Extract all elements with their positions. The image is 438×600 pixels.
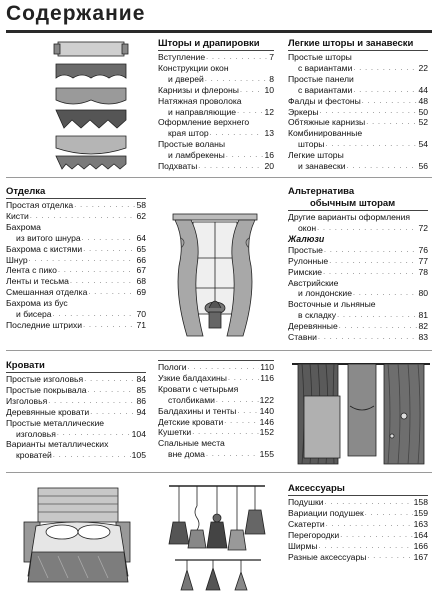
page-number: 82	[418, 321, 428, 332]
toc-entry[interactable]: Ставни . . . 83	[288, 332, 428, 343]
toc-entry[interactable]: Кисти . . . 62	[6, 211, 146, 222]
page-number: 13	[264, 128, 274, 139]
page-number: 64	[136, 232, 146, 243]
page-number: 159	[413, 507, 428, 518]
toc-entry[interactable]: Ленты и тесьма . . . 68	[6, 276, 146, 287]
toc-entry[interactable]: Обтяжные карнизы . . . 52	[288, 117, 428, 128]
page-number: 80	[418, 288, 428, 299]
toc-entry[interactable]: и направляющие . . . 12	[158, 107, 274, 118]
section-heading: Аксессуары	[288, 483, 345, 494]
toc-entry[interactable]: вне дома . . . 155	[158, 449, 274, 460]
page-number: 16	[264, 150, 274, 161]
page-number: 69	[136, 287, 146, 298]
page-number: 155	[259, 449, 274, 460]
page-number: 84	[136, 374, 146, 384]
title-underline	[6, 30, 432, 33]
page-number: 67	[136, 265, 146, 276]
toc-entry-line[interactable]: Кровати с четырьмя	[158, 383, 239, 394]
toc-entry[interactable]: Рулонные . . . 77	[288, 256, 428, 267]
toc-entry[interactable]: и дверей . . . 8	[158, 74, 274, 85]
toc-entry-line[interactable]: Простые металлические	[6, 417, 105, 428]
toc-entry[interactable]: изголовья . . . 104	[6, 429, 146, 440]
toc-entry-line[interactable]: Бахрома	[6, 221, 41, 232]
toc-entry-line[interactable]: Простые панели	[288, 73, 354, 84]
page-number: 8	[269, 73, 274, 84]
toc-entry[interactable]: с вариантами . . . 44	[288, 85, 428, 96]
row-divider	[6, 177, 432, 178]
toc-entry[interactable]: шторы . . . 54	[288, 139, 428, 150]
toc-entry-line[interactable]: Конструкции окон	[158, 62, 229, 73]
toc-entry[interactable]: Скатерти . . . 163	[288, 519, 428, 530]
toc-entry[interactable]: Карнизы и флероны . . . 10	[158, 85, 274, 96]
hanging-panels-illustration	[288, 356, 434, 468]
heading-rule	[158, 360, 274, 361]
row-divider	[6, 472, 432, 473]
page-number: 83	[418, 332, 428, 343]
toc-entry[interactable]: Простая отделка . . . 58	[6, 200, 146, 211]
toc-entry[interactable]: Последние штрихи . . . 71	[6, 320, 146, 331]
page-number: 104	[131, 428, 146, 439]
row-divider	[6, 350, 432, 351]
page-number: 50	[418, 106, 428, 117]
subsection-heading: Жалюзи	[288, 233, 325, 244]
toc-entry-line[interactable]: Простые шторы	[288, 52, 352, 62]
toc-entry-line[interactable]: Бахрома из бус	[6, 298, 68, 309]
toc-entry[interactable]: с вариантами . . . 22	[288, 63, 428, 74]
section-heading: Отделка	[6, 186, 46, 197]
toc-entry[interactable]: Кушетки . . . 152	[158, 427, 274, 438]
section-heading-line2: обычным шторам	[310, 198, 396, 209]
page-number: 71	[136, 319, 146, 330]
toc-entry[interactable]: Вступление . . . 7	[158, 52, 274, 63]
toc-entry[interactable]: Пологи . . . 110	[158, 362, 274, 373]
toc-entry[interactable]: Римские . . . 78	[288, 267, 428, 278]
toc-entry[interactable]: Лента с пико . . . 67	[6, 265, 146, 276]
page-number: 146	[259, 416, 274, 427]
toc-section-drapes	[158, 38, 274, 172]
page-number: 166	[413, 540, 428, 551]
toc-section-light-curtains	[288, 38, 428, 172]
page-number: 122	[259, 394, 274, 405]
toc-section-alternative	[288, 186, 428, 343]
heading-rule	[6, 198, 146, 199]
page-number: 20	[264, 161, 274, 172]
toc-entry[interactable]: Узкие балдахины . . . 116	[158, 373, 274, 384]
section-heading: Легкие шторы и занавески	[288, 38, 414, 49]
page-number: 167	[413, 551, 428, 562]
toc-entry[interactable]: края штор . . . 13	[158, 128, 274, 139]
page-number: 62	[136, 210, 146, 221]
valances-illustration	[50, 40, 135, 170]
toc-entry[interactable]: Балдахины и тенты . . . 140	[158, 406, 274, 417]
toc-entry[interactable]: Вариации подушек . . . 159	[288, 508, 428, 519]
toc-entry[interactable]: из витого шнура . . . 64	[6, 233, 146, 244]
toc-entry[interactable]: Простые . . . 76	[288, 245, 428, 256]
toc-entry[interactable]: и лондонские . . . 80	[288, 288, 428, 299]
toc-entry[interactable]: и бисера . . . 70	[6, 309, 146, 320]
toc-entry[interactable]: кроватей . . . 105	[6, 450, 146, 461]
section-heading: Шторы и драпировки	[158, 38, 260, 49]
toc-entry-line[interactable]: Комбинированные	[288, 128, 363, 139]
page-number: 78	[418, 266, 428, 277]
heading-rule	[6, 372, 146, 373]
toc-section-canopies	[158, 360, 274, 460]
section-heading: Кровати	[6, 360, 45, 371]
toc-section-trim	[6, 186, 146, 331]
page-number: 116	[260, 372, 274, 383]
toc-entry[interactable]: Перегородки . . . 164	[288, 530, 428, 541]
toc-entry-line[interactable]: Восточные и льняные	[288, 299, 376, 310]
toc-entry[interactable]: Смешанная отделка . . . 69	[6, 287, 146, 298]
page-number: 58	[136, 200, 146, 210]
toc-entry[interactable]: столбиками . . . 122	[158, 395, 274, 406]
page-number: 152	[259, 427, 274, 438]
section-heading: Альтернатива	[288, 186, 355, 197]
toc-entry[interactable]: Детские кровати . . . 146	[158, 417, 274, 428]
toc-entry[interactable]: Фалды и фестоны . . . 48	[288, 96, 428, 107]
toc-entry[interactable]: Простые изголовья . . . 84	[6, 374, 146, 385]
page-number: 164	[413, 529, 428, 540]
page-title: Содержание	[6, 2, 146, 25]
toc-entry[interactable]: Подушки . . . 158	[288, 497, 428, 508]
heading-rule	[158, 50, 274, 51]
toc-entry[interactable]: Разные аксессуары . . . 167	[288, 552, 428, 563]
page-number: 68	[136, 276, 146, 287]
toc-entry-line[interactable]: Простые воланы	[158, 139, 226, 150]
heading-rule	[288, 495, 428, 496]
toc-entry-line[interactable]: Другие варианты оформления	[288, 212, 411, 222]
toc-section-beds	[6, 360, 146, 461]
page-number: 77	[418, 255, 428, 266]
toc-entry[interactable]: Ширмы . . . 166	[288, 541, 428, 552]
toc-entry[interactable]: Бахрома с кистями . . . 65	[6, 244, 146, 255]
bed-illustration	[18, 482, 133, 594]
page-number: 22	[418, 62, 428, 73]
page-number: 12	[264, 106, 274, 117]
page-number: 110	[260, 362, 274, 372]
toc-entry[interactable]: и ламбрекены . . . 16	[158, 150, 274, 161]
tassels-illustration	[165, 480, 270, 596]
page-number: 54	[418, 139, 428, 150]
page-number: 76	[418, 244, 428, 255]
toc-entry-line[interactable]: Оформление верхнего	[158, 117, 250, 128]
page-number: 140	[259, 405, 274, 416]
heading-rule	[288, 210, 428, 211]
toc-entry[interactable]: Простые покрывала . . . 85	[6, 385, 146, 396]
heading-rule	[288, 50, 428, 51]
page-number: 158	[413, 497, 428, 507]
page-number: 56	[418, 161, 428, 172]
toc-entry[interactable]: и занавески . . . 56	[288, 161, 428, 172]
toc-entry[interactable]: Деревянные кровати . . . 94	[6, 407, 146, 418]
page-number: 86	[136, 395, 146, 406]
toc-entry[interactable]: Шнур . . . 66	[6, 255, 146, 266]
toc-entry[interactable]: окон . . . 72	[288, 223, 428, 234]
page-number: 81	[418, 310, 428, 321]
toc-entry[interactable]: Подхваты . . . 20	[158, 161, 274, 172]
toc-entry[interactable]: Деревянные . . . 82	[288, 321, 428, 332]
toc-entry-line[interactable]: Спальные места	[158, 438, 225, 449]
page-number: 66	[136, 254, 146, 265]
page-number: 85	[136, 384, 146, 395]
toc-entry-line[interactable]: Австрийские	[288, 277, 339, 288]
page-number: 52	[418, 117, 428, 128]
page-number: 48	[418, 95, 428, 106]
page-number: 44	[418, 84, 428, 95]
page-number: 72	[418, 222, 428, 233]
curtained-window-illustration	[165, 208, 265, 338]
page-number: 7	[269, 52, 274, 62]
page-number: 70	[136, 309, 146, 320]
toc-entry-line[interactable]: Натяжная проволока	[158, 95, 242, 106]
toc-entry[interactable]: Эркеры . . . 50	[288, 107, 428, 118]
page-number: 65	[136, 243, 146, 254]
toc-entry-line[interactable]: Легкие шторы	[288, 150, 344, 161]
toc-entry-line[interactable]: Варианты металлических	[6, 439, 109, 450]
toc-entry[interactable]: в складку . . . 81	[288, 310, 428, 321]
page-number: 105	[131, 450, 146, 461]
toc-entry[interactable]: Изголовья . . . 86	[6, 396, 146, 407]
page-number: 10	[264, 84, 274, 95]
page-number: 94	[136, 406, 146, 417]
toc-section-accessories	[288, 483, 428, 562]
page-number: 163	[413, 518, 428, 529]
